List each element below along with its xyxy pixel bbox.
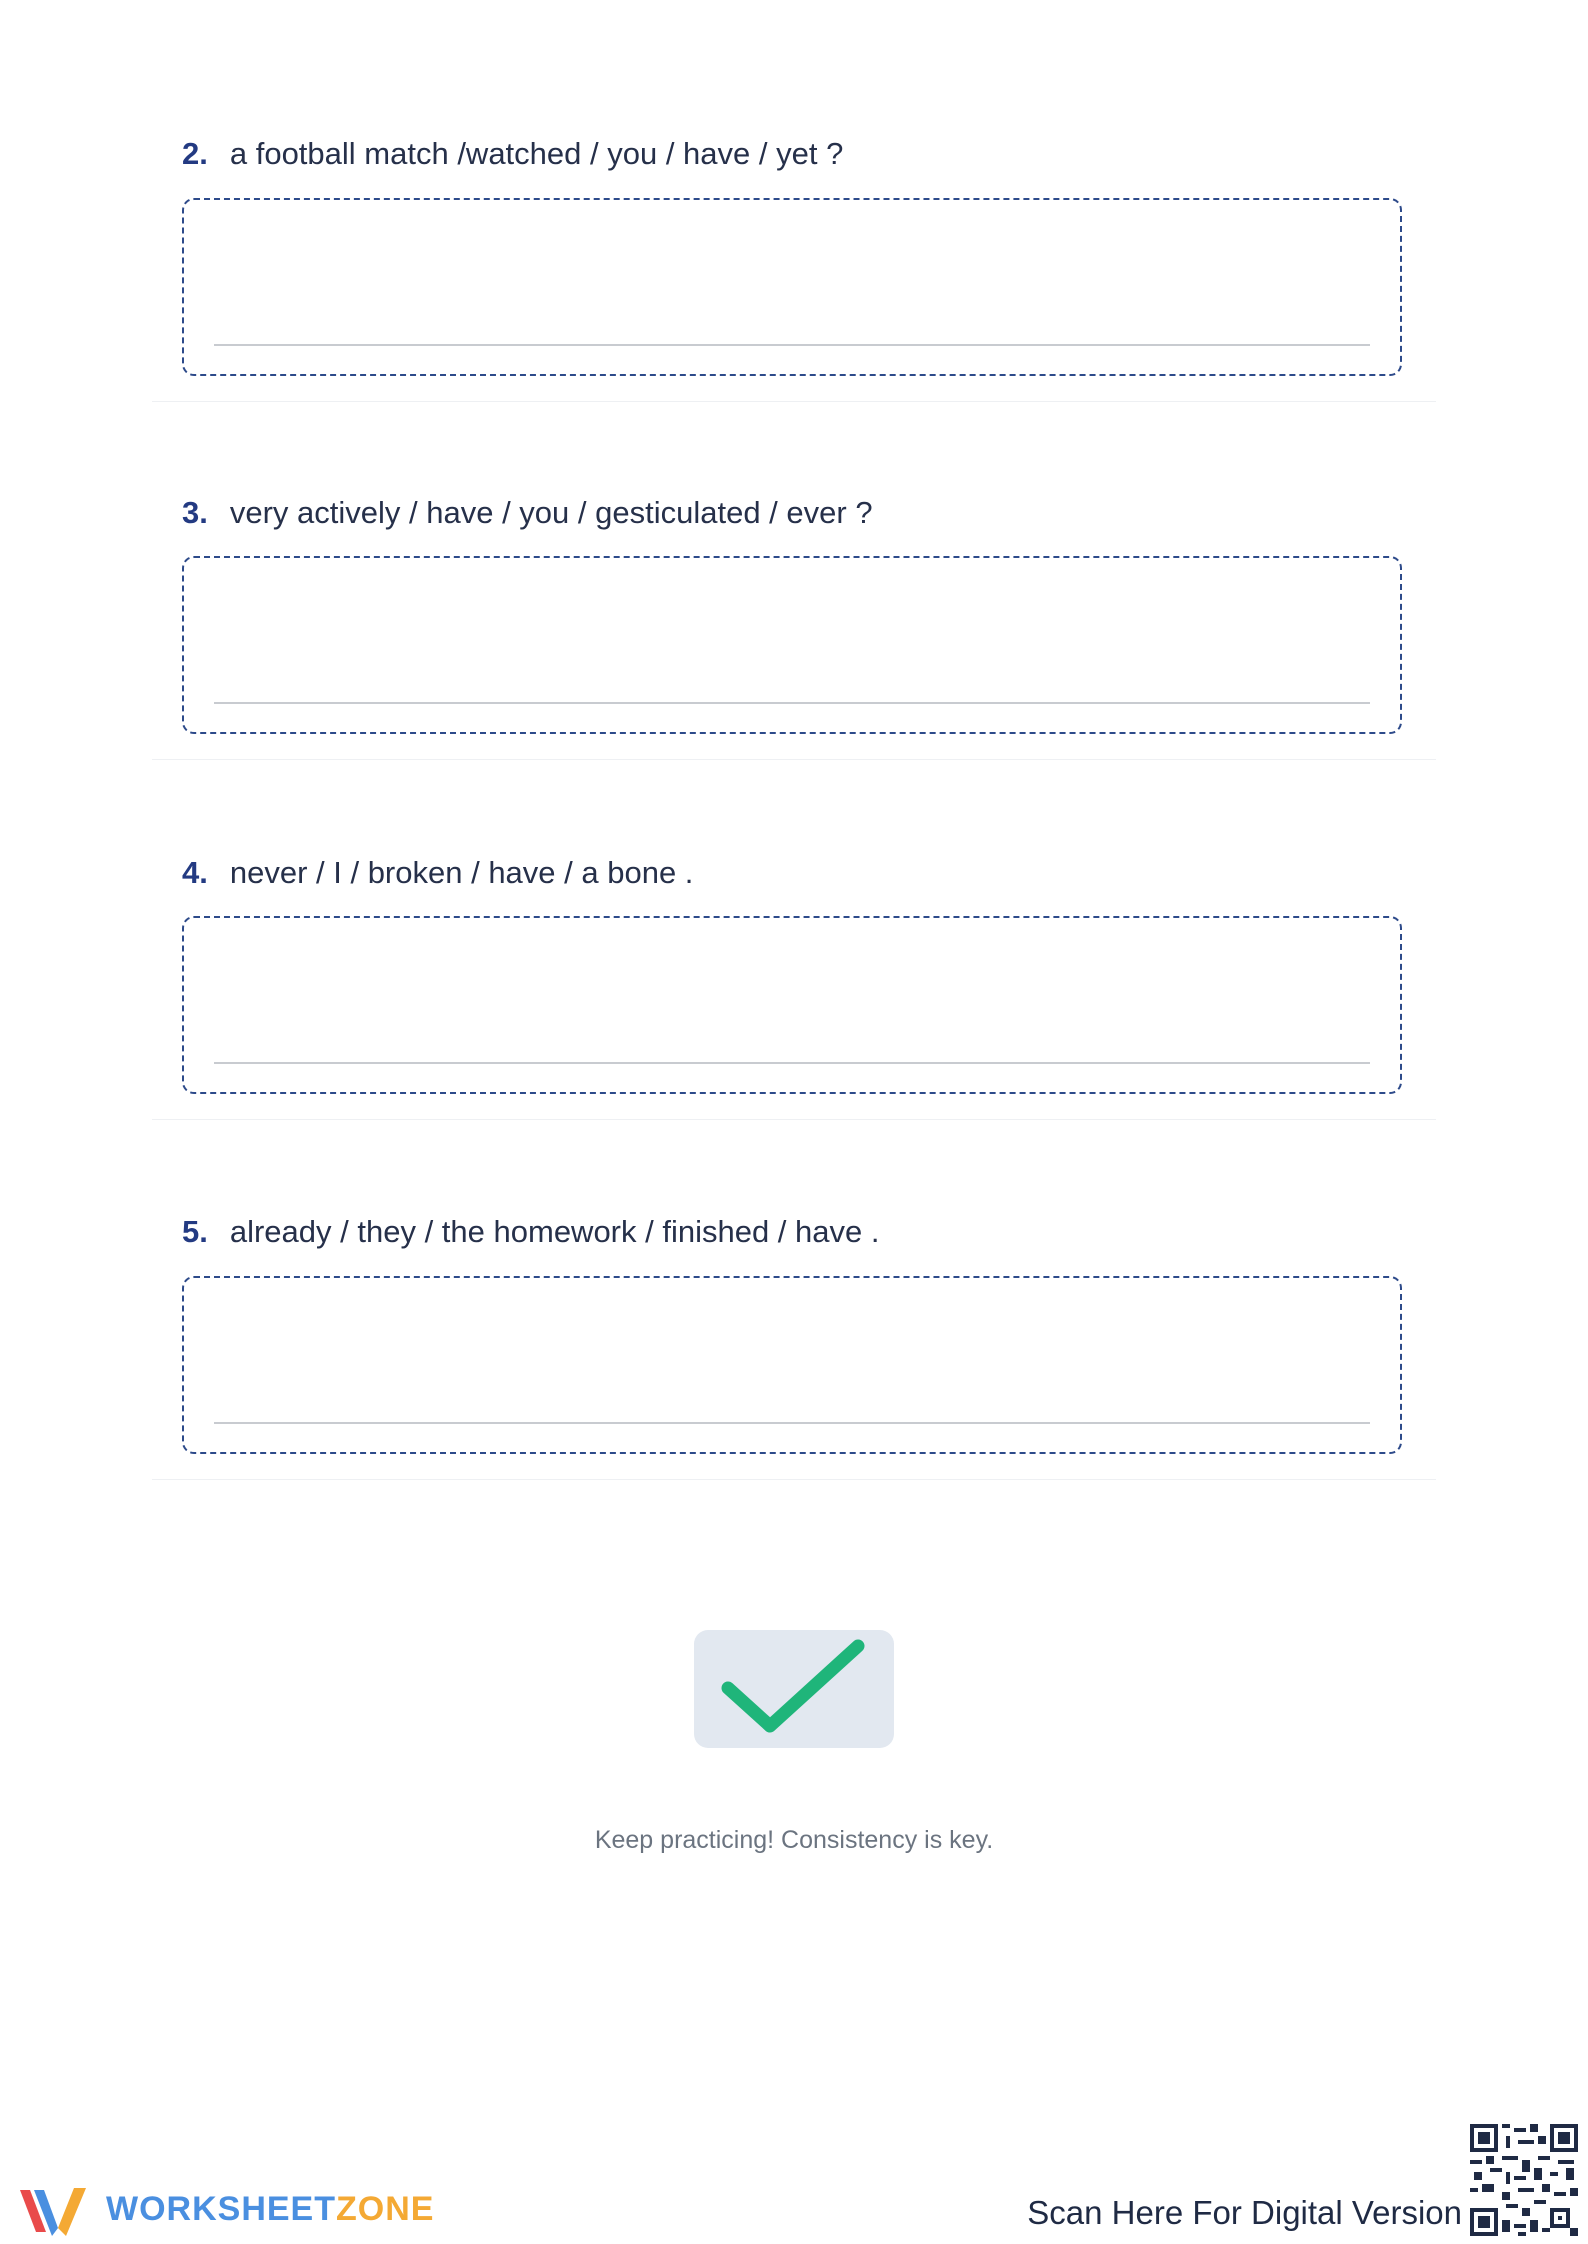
- brand-name-part2: ZONE: [336, 2190, 435, 2228]
- answer-box[interactable]: [182, 916, 1402, 1094]
- encouragement-message: Keep practicing! Consistency is key.: [594, 1826, 994, 1854]
- question-text: already / they / the homework / finished / have .: [229, 1214, 880, 1249]
- check-answers-button[interactable]: [694, 1630, 894, 1748]
- question-number: 4.: [182, 855, 208, 890]
- question-divider: [152, 759, 1436, 760]
- question-text: never / I / broken / have / a bone .: [229, 855, 694, 890]
- answer-line: [214, 702, 1370, 704]
- question-number: 2.: [182, 136, 208, 171]
- brand-name-part1: WORKSHEET: [106, 2190, 336, 2228]
- brand-name: [106, 2190, 434, 2229]
- question-prompt: [182, 134, 843, 174]
- question-prompt: [182, 1212, 879, 1252]
- question-number: 5.: [182, 1214, 208, 1249]
- answer-box[interactable]: [182, 1276, 1402, 1454]
- answer-line: [214, 1422, 1370, 1424]
- answer-box[interactable]: [182, 198, 1402, 376]
- scan-label: Scan Here For Digital Version: [1027, 2194, 1462, 2231]
- question-prompt: [182, 853, 693, 893]
- worksheetzone-logo-icon: [16, 2182, 96, 2238]
- question-divider: [152, 1119, 1436, 1120]
- question-number: 3.: [182, 495, 208, 530]
- answer-line: [214, 344, 1370, 346]
- answer-box[interactable]: [182, 556, 1402, 734]
- answer-line: [214, 1062, 1370, 1064]
- qr-code-icon[interactable]: [1470, 2124, 1578, 2236]
- question-divider: [152, 401, 1436, 402]
- check-icon: [694, 1630, 894, 1748]
- question-text: very actively / have / you / gesticulated / ever ?: [229, 495, 873, 530]
- question-prompt: [182, 493, 873, 533]
- question-divider: [152, 1479, 1436, 1480]
- question-text: a football match /watched / you / have / yet ?: [229, 136, 844, 171]
